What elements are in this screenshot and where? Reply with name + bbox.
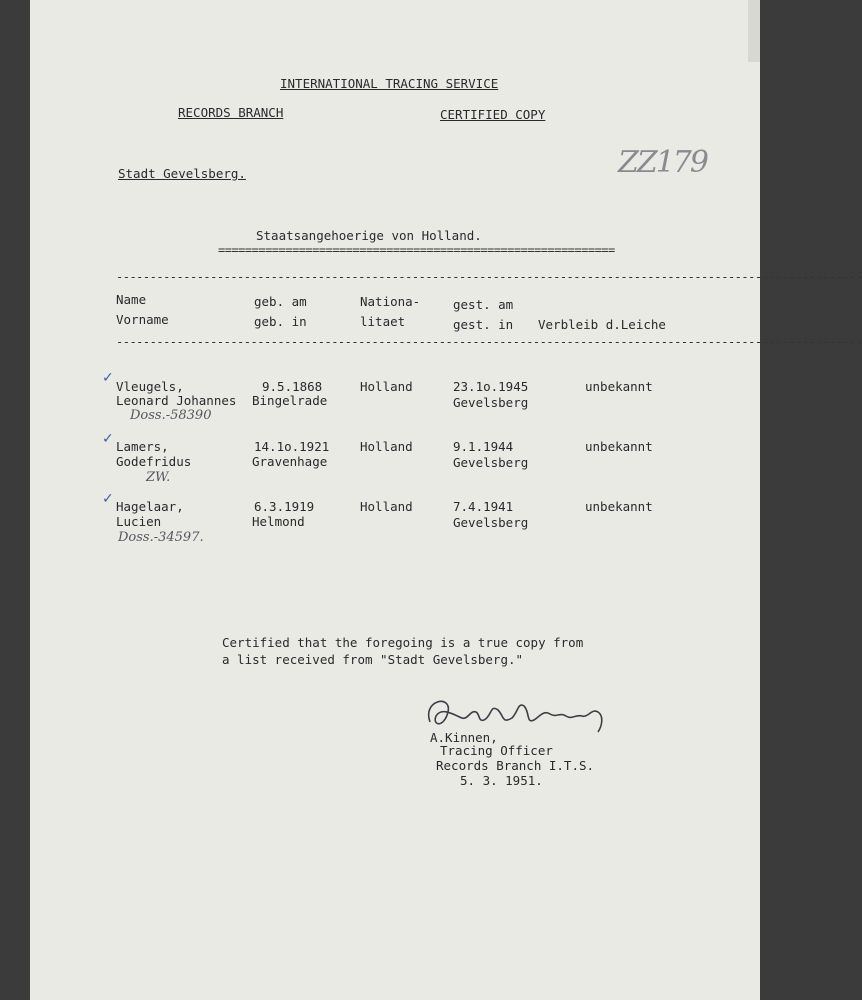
signer-department: Records Branch I.T.S.	[436, 758, 595, 773]
table-row-given: Leonard Johannes	[116, 393, 237, 408]
table-row-place-died: Gevelsberg	[453, 515, 529, 530]
certification-line-1: Certified that the foregoing is a true copy from	[222, 635, 584, 650]
town-title: Stadt Gevelsberg.	[118, 166, 246, 181]
org-title: INTERNATIONAL TRACING SERVICE	[280, 76, 499, 91]
signature-date: 5. 3. 1951.	[460, 773, 543, 788]
col-vorname: Vorname	[116, 312, 169, 327]
check-mark-icon: ✓	[102, 491, 114, 507]
table-row-remains: unbekannt	[585, 439, 653, 454]
col-gest-in: gest. in	[453, 317, 514, 332]
table-row-remains: unbekannt	[585, 379, 653, 394]
table-rule-bottom: ---------------------------------------------------------------------------------------------------------------	[116, 335, 862, 349]
certification-line-2: a list received from "Stadt Gevelsberg."	[222, 652, 524, 667]
list-title: Staatsangehoerige von Holland.	[256, 228, 482, 243]
table-row-date-born: 14.1o.1921	[254, 439, 330, 454]
col-nationality: Nationa-	[360, 294, 421, 309]
table-row-place-died: Gevelsberg	[453, 395, 529, 410]
table-row-given: Godefridus	[116, 454, 192, 469]
table-row-given: Lucien	[116, 514, 162, 529]
table-row-nationality: Holland	[360, 499, 413, 514]
table-rule-top: ---------------------------------------------------------------------------------------------------------------	[116, 270, 862, 284]
table-row-date-born: 6.3.1919	[254, 499, 315, 514]
handwritten-number: ZZ179	[618, 145, 707, 180]
check-mark-icon: ✓	[102, 431, 114, 447]
check-mark-icon: ✓	[102, 370, 114, 386]
copy-title: CERTIFIED COPY	[440, 107, 546, 122]
col-geb-am: geb. am	[254, 294, 307, 309]
table-row-place-died: Gevelsberg	[453, 455, 529, 470]
table-row-nationality: Holland	[360, 439, 413, 454]
dossier-note: ZW.	[146, 470, 171, 485]
table-row-date-born: 9.5.1868	[262, 379, 323, 394]
dossier-note: Doss.-58390	[130, 408, 212, 423]
table-row-date-died: 23.1o.1945	[453, 379, 529, 394]
table-row-place-born: Gravenhage	[252, 454, 328, 469]
dossier-note: Doss.-34597.	[118, 530, 204, 545]
table-row-surname: Hagelaar,	[116, 499, 184, 514]
col-name: Name	[116, 292, 147, 307]
col-geb-in: geb. in	[254, 314, 307, 329]
title-underline: ===========================================================	[218, 243, 615, 257]
table-row-date-died: 7.4.1941	[453, 499, 514, 514]
table-row-place-born: Bingelrade	[252, 393, 328, 408]
branch-title: RECORDS BRANCH	[178, 105, 284, 120]
col-gest-am: gest. am	[453, 297, 514, 312]
table-row-date-died: 9.1.1944	[453, 439, 514, 454]
col-nationality-2: litaet	[360, 314, 406, 329]
table-row-place-born: Helmond	[252, 514, 305, 529]
col-remains: Verbleib d.Leiche	[538, 317, 666, 332]
page-corner	[748, 0, 760, 62]
table-row-surname: Vleugels,	[116, 379, 184, 394]
table-row-surname: Lamers,	[116, 439, 169, 454]
signer-name: A.Kinnen,	[430, 730, 498, 745]
document-page	[30, 0, 862, 1000]
signer-title: Tracing Officer	[440, 743, 553, 758]
table-row-nationality: Holland	[360, 379, 413, 394]
table-row-remains: unbekannt	[585, 499, 653, 514]
